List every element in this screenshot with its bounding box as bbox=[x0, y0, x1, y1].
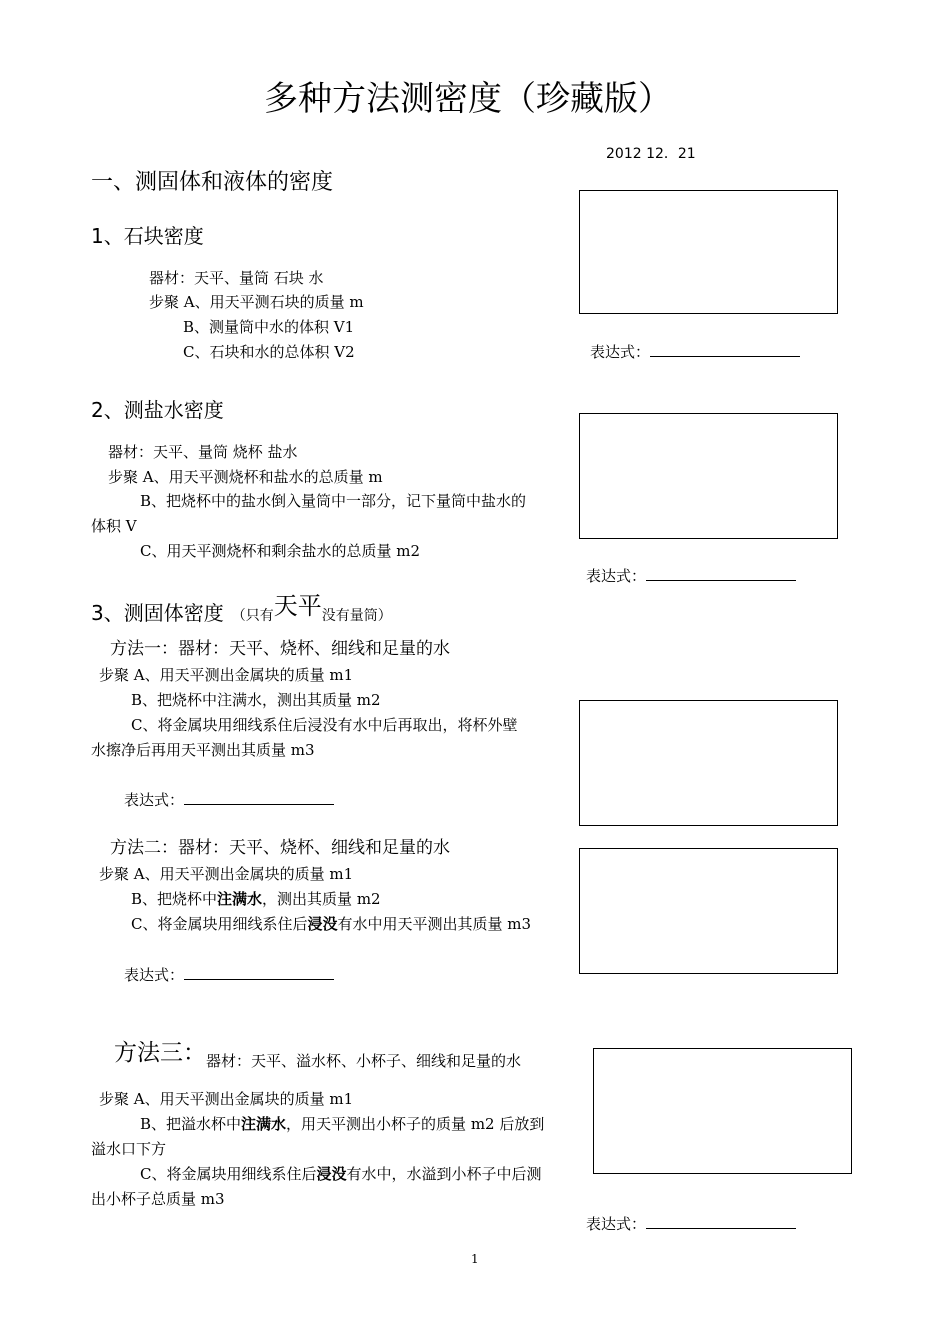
method3-title-big: 方法三： bbox=[114, 1040, 206, 1066]
method1-step-b: B、把烧杯中注满水，测出其质量 m2 bbox=[131, 691, 381, 709]
answer-blank[interactable] bbox=[184, 979, 334, 980]
page-number: 1 bbox=[471, 1252, 479, 1266]
method3-step-b-pre: B、把溢水杯中 bbox=[140, 1115, 242, 1133]
method3-step-c-post: 有水中，水溢到小杯子中后测 bbox=[346, 1165, 542, 1183]
method1-step-a: 步聚 A、用天平测出金属块的质量 m1 bbox=[99, 666, 354, 684]
solid-note-pre: （只有 bbox=[231, 608, 274, 624]
diagram-box-method3 bbox=[593, 1048, 852, 1174]
stone-step-b: B、测量筒中水的体积 V1 bbox=[183, 318, 355, 336]
method3-step-c-cont: 出小杯子总质量 m3 bbox=[91, 1190, 225, 1208]
section-heading: 一、测固体和液体的密度 bbox=[91, 170, 334, 195]
expression-label: 表达式： bbox=[124, 791, 185, 809]
solid-heading bbox=[91, 592, 392, 625]
method2-step-c-pre: C、将金属块用细线系住后 bbox=[131, 915, 308, 933]
method3-expression bbox=[586, 1217, 796, 1232]
answer-blank[interactable] bbox=[184, 804, 334, 805]
diagram-box-method2 bbox=[579, 848, 838, 974]
brine-step-c: C、用天平测烧杯和剩余盐水的总质量 m2 bbox=[140, 542, 421, 560]
expression-label: 表达式： bbox=[124, 966, 185, 984]
diagram-box-brine bbox=[579, 413, 838, 539]
method3-step-b-emphasis: 注满水 bbox=[241, 1115, 287, 1133]
method2-step-b-post: ，测出其质量 m2 bbox=[262, 890, 381, 908]
method2-step-c bbox=[131, 917, 531, 932]
brine-step-a: 步聚 A、用天平测烧杯和盐水的总质量 m bbox=[108, 468, 383, 486]
answer-blank[interactable] bbox=[650, 356, 800, 357]
method2-title: 方法二：器材：天平、烧杯、细线和足量的水 bbox=[110, 838, 450, 858]
brine-expression bbox=[586, 569, 796, 584]
stone-expression bbox=[590, 345, 800, 360]
expression-label: 表达式： bbox=[586, 567, 647, 585]
solid-note-post: 没有量筒） bbox=[321, 608, 392, 624]
brine-step-b: B、把烧杯中的盐水倒入量筒中一部分，记下量筒中盐水的 bbox=[140, 492, 527, 510]
method3-materials: 器材：天平、溢水杯、小杯子、细线和足量的水 bbox=[206, 1052, 522, 1070]
method2-step-b bbox=[131, 892, 381, 907]
method3-step-b bbox=[140, 1117, 544, 1132]
answer-blank[interactable] bbox=[646, 580, 796, 581]
solid-heading-text: 3、测固体密度 bbox=[91, 601, 224, 625]
expression-label: 表达式： bbox=[590, 343, 651, 361]
diagram-box-stone bbox=[579, 190, 838, 314]
method2-step-a: 步聚 A、用天平测出金属块的质量 m1 bbox=[99, 865, 354, 883]
method1-step-c: C、将金属块用细线系住后浸没有水中后再取出，将杯外壁 bbox=[131, 716, 518, 734]
method3-title bbox=[114, 1040, 522, 1070]
expression-label: 表达式： bbox=[586, 1215, 647, 1233]
date: 2012 12．21 bbox=[606, 146, 696, 162]
method2-step-b-pre: B、把烧杯中 bbox=[131, 890, 218, 908]
stone-heading: 1、石块密度 bbox=[91, 224, 204, 248]
method3-step-c bbox=[140, 1167, 542, 1182]
method2-step-c-post: 有水中用天平测出其质量 m3 bbox=[337, 915, 532, 933]
method1-step-c-cont: 水擦净后再用天平测出其质量 m3 bbox=[91, 741, 315, 759]
brine-step-b-cont: 体积 V bbox=[91, 517, 137, 535]
method3-step-b-cont: 溢水口下方 bbox=[91, 1140, 167, 1158]
solid-note-big: 天平 bbox=[273, 592, 322, 620]
method2-expression bbox=[124, 968, 334, 983]
method3-step-b-post: ，用天平测出小杯子的质量 m2 后放到 bbox=[286, 1115, 545, 1133]
diagram-box-method1 bbox=[579, 700, 838, 826]
method1-expression bbox=[124, 793, 334, 808]
stone-step-a: 步聚 A、用天平测石块的质量 m bbox=[149, 293, 364, 311]
brine-heading: 2、测盐水密度 bbox=[91, 398, 224, 422]
answer-blank[interactable] bbox=[646, 1228, 796, 1229]
method3-step-a: 步聚 A、用天平测出金属块的质量 m1 bbox=[99, 1090, 354, 1108]
method2-step-c-emphasis: 浸没 bbox=[307, 915, 338, 933]
brine-materials: 器材：天平、量筒 烧杯 盐水 bbox=[108, 443, 298, 461]
method3-step-c-pre: C、将金属块用细线系住后 bbox=[140, 1165, 317, 1183]
stone-step-c: C、石块和水的总体积 V2 bbox=[183, 343, 355, 361]
page-title: 多种方法测密度（珍藏版） bbox=[264, 79, 672, 119]
method1-title: 方法一：器材：天平、烧杯、细线和足量的水 bbox=[110, 639, 450, 659]
method2-step-b-emphasis: 注满水 bbox=[217, 890, 263, 908]
stone-materials: 器材：天平、量筒 石块 水 bbox=[149, 269, 324, 287]
method3-step-c-emphasis: 浸没 bbox=[316, 1165, 347, 1183]
